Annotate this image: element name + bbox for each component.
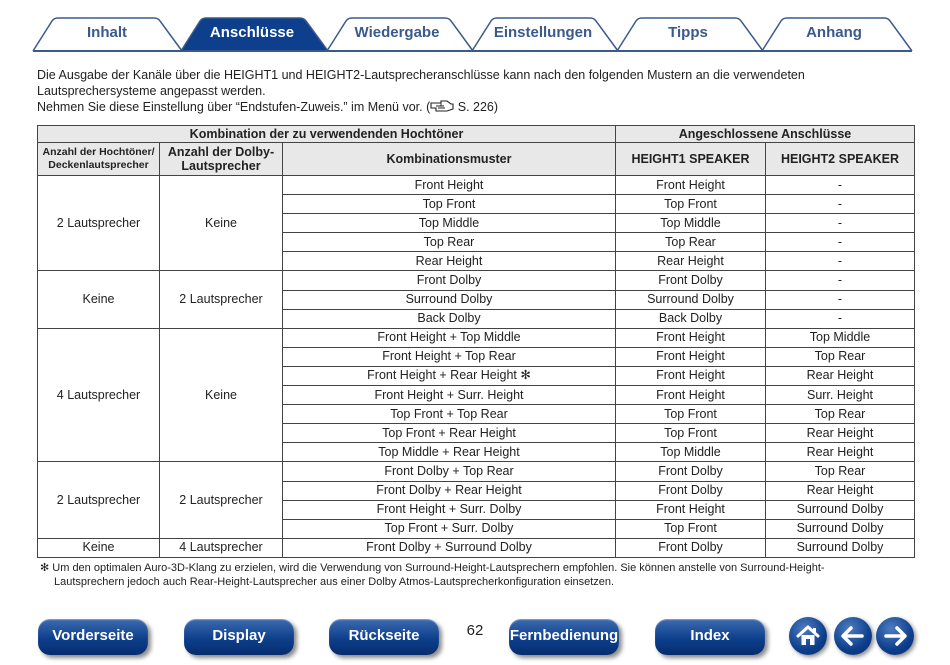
cell-dolby: 2 Lautsprecher bbox=[160, 462, 283, 538]
cell-dolby: Keine bbox=[160, 328, 283, 462]
cell-height1: Front Dolby bbox=[616, 538, 766, 557]
back-button[interactable] bbox=[834, 617, 872, 655]
cell-tweeters: 2 Lautsprecher bbox=[38, 462, 160, 538]
cell-height1: Front Height bbox=[616, 386, 766, 405]
cell-tweeters: Keine bbox=[38, 538, 160, 557]
tab-anhang[interactable]: Anhang bbox=[806, 24, 862, 41]
table-row bbox=[38, 462, 915, 481]
cell-pattern: Front Height bbox=[283, 176, 616, 195]
cell-height2: Surround Dolby bbox=[766, 500, 915, 519]
cell-height2: Top Middle bbox=[766, 328, 915, 347]
cell-height1: Front Height bbox=[616, 347, 766, 366]
cell-height2: - bbox=[766, 214, 915, 233]
cell-pattern: Front Dolby + Rear Height bbox=[283, 481, 616, 500]
cell-height1: Front Height bbox=[616, 366, 766, 385]
cell-pattern: Back Dolby bbox=[283, 309, 616, 328]
forward-button[interactable] bbox=[876, 617, 914, 655]
table-row bbox=[38, 538, 915, 557]
cell-pattern: Top Front bbox=[283, 195, 616, 214]
cell-height2: - bbox=[766, 290, 915, 309]
header-group-connected: Angeschlossene Anschlüsse bbox=[616, 126, 915, 143]
combination-table bbox=[37, 125, 915, 558]
home-button[interactable] bbox=[789, 617, 827, 655]
table-body bbox=[38, 176, 915, 558]
cell-height1: Front Dolby bbox=[616, 462, 766, 481]
cell-height1: Front Dolby bbox=[616, 271, 766, 290]
intro-line-1: Die Ausgabe der Kanäle über die HEIGHT1 und HEIGHT2-Lautsprecheranschlüsse kann nach den folgenden Mustern an die verwendeten bbox=[37, 68, 805, 82]
header-dolby: Anzahl der Dolby-Lautsprecher bbox=[160, 143, 283, 176]
cell-height2: - bbox=[766, 271, 915, 290]
cell-pattern: Top Front + Surr. Dolby bbox=[283, 519, 616, 538]
cell-height2: Rear Height bbox=[766, 481, 915, 500]
header-height1: HEIGHT1 SPEAKER bbox=[616, 143, 766, 176]
cell-pattern: Front Height + Surr. Height bbox=[283, 386, 616, 405]
rear-panel-button[interactable]: Rückseite bbox=[329, 619, 439, 655]
footnote-line-2: Lautsprechern jedoch auch Rear-Height-Lautsprecher aus einer Dolby Atmos-Lautsprecherkonfiguration einsetzen. bbox=[54, 576, 615, 588]
tab-anschluesse[interactable]: Anschlüsse bbox=[209, 24, 295, 41]
footnote-line-1 bbox=[40, 561, 900, 575]
cell-height1: Front Dolby bbox=[616, 481, 766, 500]
cell-height1: Back Dolby bbox=[616, 309, 766, 328]
cell-height2: - bbox=[766, 252, 915, 271]
header-height2: HEIGHT2 SPEAKER bbox=[766, 143, 915, 176]
table-row bbox=[38, 271, 915, 290]
cell-pattern: Front Dolby + Top Rear bbox=[283, 462, 616, 481]
page-ref-link[interactable]: S. 226) bbox=[457, 100, 499, 114]
cell-pattern: Front Dolby bbox=[283, 271, 616, 290]
cell-tweeters: 4 Lautsprecher bbox=[38, 328, 160, 462]
header-group-combination: Kombination der zu verwendenden Hochtöner bbox=[38, 126, 616, 143]
cell-pattern: Top Front + Rear Height bbox=[283, 424, 616, 443]
tab-tipps[interactable]: Tipps bbox=[668, 24, 708, 41]
page-number: 62 bbox=[466, 622, 484, 639]
cell-pattern: Rear Height bbox=[283, 252, 616, 271]
cell-height1: Top Front bbox=[616, 195, 766, 214]
cell-height1: Surround Dolby bbox=[616, 290, 766, 309]
intro-line-2: Lautsprechersysteme angepasst werden. bbox=[37, 84, 266, 98]
footnote-text-1: Um den optimalen Auro-3D-Klang zu erzielen, wird die Verwendung von Surround-Height-Lautsprechern empfohlen. Sie können anstelle von Surround-Height- bbox=[52, 562, 825, 574]
tab-einstellungen[interactable]: Einstellungen bbox=[493, 24, 593, 41]
header-pattern: Kombinationsmuster bbox=[283, 143, 616, 176]
cell-height1: Top Middle bbox=[616, 214, 766, 233]
cell-pattern: Top Middle + Rear Height bbox=[283, 443, 616, 462]
cell-height2: Rear Height bbox=[766, 443, 915, 462]
cell-height2: Top Rear bbox=[766, 347, 915, 366]
cell-height2: Surround Dolby bbox=[766, 538, 915, 557]
cell-dolby: Keine bbox=[160, 176, 283, 271]
index-button[interactable]: Index bbox=[655, 619, 765, 655]
remote-control-button[interactable]: Fernbedienung bbox=[509, 619, 619, 655]
home-icon bbox=[789, 617, 827, 655]
footnote-mark: ✻ bbox=[40, 562, 50, 574]
display-button[interactable]: Display bbox=[184, 619, 294, 655]
cell-height2: - bbox=[766, 233, 915, 252]
page-ref-open: ( bbox=[426, 100, 431, 114]
cell-pattern: Top Front + Top Rear bbox=[283, 405, 616, 424]
pointing-hand-icon bbox=[430, 100, 454, 112]
cell-height1: Front Height bbox=[616, 328, 766, 347]
cell-tweeters: 2 Lautsprecher bbox=[38, 176, 160, 271]
tab-wiedergabe[interactable]: Wiedergabe bbox=[354, 24, 440, 41]
cell-height2: Top Rear bbox=[766, 405, 915, 424]
header-tweeters: Anzahl der Hochtöner/ Deckenlautsprecher bbox=[38, 143, 160, 176]
cell-pattern: Top Rear bbox=[283, 233, 616, 252]
cell-height2: Rear Height bbox=[766, 366, 915, 385]
cell-height1: Front Height bbox=[616, 500, 766, 519]
cell-height1: Top Rear bbox=[616, 233, 766, 252]
cell-height2: Surr. Height bbox=[766, 386, 915, 405]
cell-pattern: Top Middle bbox=[283, 214, 616, 233]
tab-bar bbox=[0, 0, 950, 56]
cell-dolby: 2 Lautsprecher bbox=[160, 271, 283, 328]
table-row bbox=[38, 176, 915, 195]
cell-height2: Rear Height bbox=[766, 424, 915, 443]
cell-height2: - bbox=[766, 309, 915, 328]
front-panel-button[interactable]: Vorderseite bbox=[38, 619, 148, 655]
intro-text bbox=[37, 67, 917, 115]
cell-pattern: Front Height + Top Rear bbox=[283, 347, 616, 366]
cell-pattern: Front Height + Surr. Dolby bbox=[283, 500, 616, 519]
cell-height1: Top Front bbox=[616, 424, 766, 443]
cell-height1: Front Height bbox=[616, 176, 766, 195]
cell-dolby: 4 Lautsprecher bbox=[160, 538, 283, 557]
cell-pattern: Front Height + Rear Height ✻ bbox=[283, 366, 616, 385]
arrow-right-icon bbox=[876, 617, 914, 655]
cell-height1: Rear Height bbox=[616, 252, 766, 271]
cell-height1: Top Front bbox=[616, 519, 766, 538]
cell-height2: Top Rear bbox=[766, 462, 915, 481]
cell-tweeters: Keine bbox=[38, 271, 160, 328]
intro-line-3-text: Nehmen Sie diese Einstellung über “Endstufen-Zuweis.” im Menü vor. bbox=[37, 100, 423, 114]
cell-height2: Surround Dolby bbox=[766, 519, 915, 538]
tab-inhalt[interactable]: Inhalt bbox=[87, 24, 127, 41]
table-row bbox=[38, 328, 915, 347]
cell-pattern: Front Height + Top Middle bbox=[283, 328, 616, 347]
cell-height1: Top Middle bbox=[616, 443, 766, 462]
intro-line-3 bbox=[37, 99, 917, 115]
cell-pattern: Front Dolby + Surround Dolby bbox=[283, 538, 616, 557]
cell-height2: - bbox=[766, 176, 915, 195]
cell-pattern: Surround Dolby bbox=[283, 290, 616, 309]
cell-height2: - bbox=[766, 195, 915, 214]
cell-height1: Top Front bbox=[616, 405, 766, 424]
footnote bbox=[40, 561, 900, 589]
arrow-left-icon bbox=[834, 617, 872, 655]
